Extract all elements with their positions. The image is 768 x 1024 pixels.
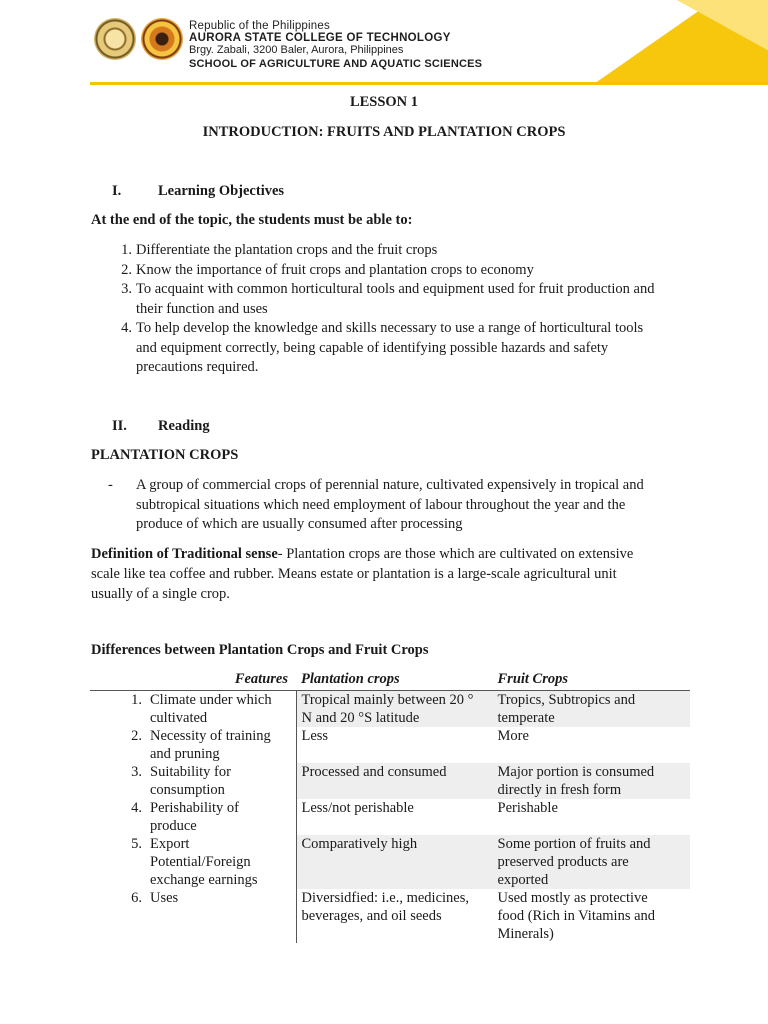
- cell-line: beverages, and oil seeds: [301, 908, 442, 924]
- list-item-number: 2.: [121, 262, 132, 278]
- table-row: [90, 691, 690, 728]
- cell-line: produce: [150, 818, 197, 834]
- plantation-cell: [296, 799, 498, 835]
- cell-line: N and 20 °S latitude: [301, 710, 420, 726]
- cell-line: and pruning: [150, 746, 220, 762]
- cell-line: Diversidfied: i.e., medicines,: [301, 890, 470, 906]
- definition-line: usually of a single crop.: [91, 586, 230, 602]
- cell-line: cultivated: [150, 710, 208, 726]
- list-item-line: To help develop the knowledge and skills necessary to use a range of horticultural tools: [136, 320, 644, 336]
- letterhead: [0, 0, 768, 90]
- cell-line: Comparatively high: [301, 836, 418, 852]
- list-item-line: Differentiate the plantation crops and the fruit crops: [136, 242, 438, 258]
- cell-line: exported: [497, 872, 549, 888]
- cell-line: Suitability for: [150, 764, 231, 780]
- list-item-line: Know the importance of fruit crops and plantation crops to economy: [136, 262, 534, 278]
- feature-cell: [150, 835, 296, 889]
- list-item-number: 1.: [121, 242, 132, 258]
- plantation-cell: [296, 727, 498, 763]
- cell-line: Potential/Foreign: [150, 854, 251, 870]
- cell-line: Perishability of: [150, 800, 240, 816]
- feature-cell: [150, 763, 296, 799]
- list-item-line: precautions required.: [136, 359, 259, 375]
- cell-line: Less: [301, 728, 329, 744]
- cell-line: Necessity of training: [150, 728, 271, 744]
- cell-line: Minerals): [497, 926, 554, 942]
- list-item-number: 4.: [121, 320, 132, 336]
- row-number: 6.: [131, 890, 142, 906]
- fruit-cell: [498, 691, 690, 728]
- table-row: [90, 835, 690, 889]
- definition-label: Definition of Traditional sense: [91, 546, 278, 562]
- feature-cell: [150, 691, 296, 728]
- bullet-dash: -: [108, 477, 113, 493]
- cell-line: Tropics, Subtropics and: [497, 692, 636, 708]
- bullet-line: produce of which are usually consumed after processing: [136, 516, 463, 532]
- row-number: 3.: [90, 763, 150, 799]
- section-2-number: II.: [112, 418, 127, 434]
- row-number: 1.: [90, 691, 150, 728]
- cell-line: directly in fresh form: [497, 782, 622, 798]
- header-divider: [90, 82, 768, 85]
- list-item-line: To acquaint with common horticultural tools and equipment used for fruit production and: [136, 281, 655, 297]
- cell-line: consumption: [150, 782, 225, 798]
- bullet-line: A group of commercial crops of perennial nature, cultivated expensively in tropical and: [136, 477, 644, 493]
- objectives-intro: At the end of the topic, the students must be able to:: [91, 212, 413, 228]
- cell-line: preserved products are: [497, 854, 629, 870]
- row-number: 5.: [90, 835, 150, 889]
- section-2-title: Reading: [158, 418, 210, 434]
- feature-cell: [150, 889, 296, 943]
- lesson-title: INTRODUCTION: FRUITS AND PLANTATION CROPS: [202, 124, 566, 140]
- college-seal-icon: [94, 18, 136, 60]
- definition-line: scale like tea coffee and rubber. Means estate or plantation is a large-scale agricultural unit: [91, 566, 617, 582]
- section-1-number: I.: [112, 183, 122, 199]
- table-row: [90, 727, 690, 763]
- fruit-cell: [498, 889, 690, 943]
- plantation-crops-heading: PLANTATION CROPS: [91, 447, 239, 463]
- cell-line: Processed and consumed: [301, 764, 447, 780]
- header-address: Brgy. Zabali, 3200 Baler, Aurora, Philippines: [189, 44, 404, 56]
- table-caption: Differences between Plantation Crops and Fruit Crops: [91, 642, 429, 658]
- plantation-cell: [296, 835, 498, 889]
- fruit-cell: [498, 727, 690, 763]
- table-row: [90, 889, 690, 943]
- bullet-line: subtropical situations which need employment of labour throughout the year and the: [136, 496, 626, 513]
- header-school-name: SCHOOL OF AGRICULTURE AND AQUATIC SCIENCES: [189, 58, 483, 70]
- cell-line: Tropical mainly between 20 °: [301, 692, 474, 708]
- definition-paragraph: [91, 544, 633, 604]
- list-item: [136, 280, 654, 319]
- list-item-line: and equipment correctly, being capable of identifying possible hazards and safety: [136, 339, 609, 356]
- header-college-name: AURORA STATE COLLEGE OF TECHNOLOGY: [189, 32, 451, 44]
- list-item-line: their function and uses: [136, 300, 268, 317]
- cell-line: food (Rich in Vitamins and: [497, 908, 656, 924]
- definition-text: - Plantation crops are those which are cultivated on extensive: [277, 546, 634, 562]
- cell-line: Export: [150, 836, 190, 852]
- fruit-cell: [498, 835, 690, 889]
- cell-line: Perishable: [497, 800, 558, 816]
- fruit-cell: [498, 763, 690, 799]
- lesson-number: LESSON 1: [349, 94, 419, 110]
- cell-line: exchange earnings: [150, 872, 258, 888]
- column-header-features: Features: [234, 671, 288, 687]
- cell-line: Some portion of fruits and: [497, 836, 651, 852]
- list-item: [136, 319, 643, 378]
- list-item: [136, 241, 437, 261]
- row-number: 2.: [131, 728, 142, 744]
- cell-line: Climate under which: [150, 692, 272, 708]
- feature-cell: [150, 727, 296, 763]
- table-row: [90, 763, 690, 799]
- header-republic: Republic of the Philippines: [189, 20, 330, 32]
- cell-line: Used mostly as protective: [497, 890, 648, 906]
- cell-line: Uses: [150, 890, 179, 906]
- row-number: 4.: [131, 800, 142, 816]
- comparison-table: [90, 670, 690, 943]
- list-item: [136, 261, 534, 281]
- school-seal-icon: [141, 18, 183, 60]
- plantation-cell: [296, 763, 498, 799]
- bullet-text: [136, 476, 644, 535]
- column-header-plantation: Plantation crops: [301, 671, 400, 687]
- column-header-fruit: Fruit Crops: [497, 671, 569, 687]
- table-row: [90, 799, 690, 835]
- feature-cell: [150, 799, 296, 835]
- plantation-cell: [296, 691, 498, 728]
- list-item-number: 3.: [121, 281, 132, 297]
- cell-line: temperate: [497, 710, 555, 726]
- plantation-cell: [296, 889, 498, 943]
- cell-line: More: [497, 728, 529, 744]
- table-header-row: [90, 670, 690, 691]
- fruit-cell: [498, 799, 690, 835]
- section-1-title: Learning Objectives: [158, 183, 285, 199]
- cell-line: Major portion is consumed: [497, 764, 655, 780]
- cell-line: Less/not perishable: [301, 800, 414, 816]
